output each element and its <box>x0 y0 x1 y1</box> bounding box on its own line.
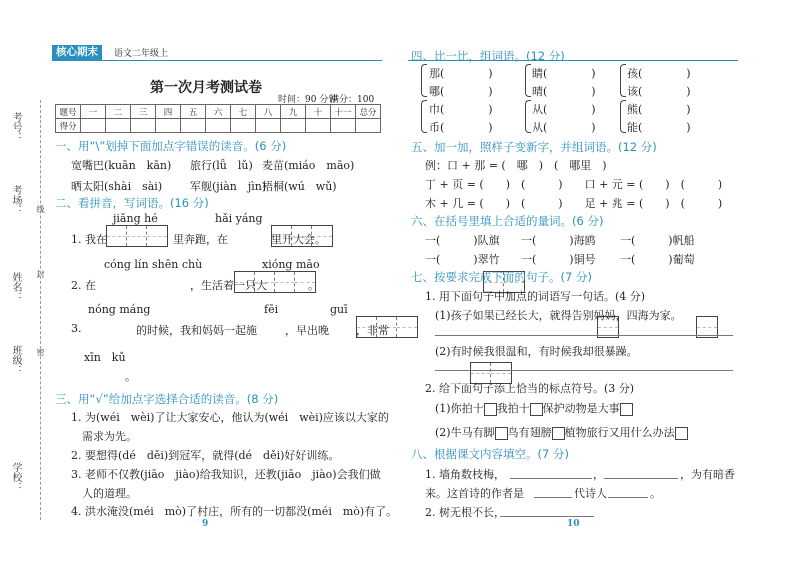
q3-text: 3. <box>71 322 82 335</box>
s4-item[interactable]: 该( ) <box>627 85 691 98</box>
s7-q2a-part: 我拍十 <box>496 402 530 415</box>
score-cell: 得分 <box>56 119 81 133</box>
s1-item[interactable]: 旅行(lǚ lǔ) <box>190 159 253 172</box>
pinyin-label: hǎi yáng <box>215 212 263 225</box>
s3-line[interactable]: 1. 为(wéi wèi)了让大家安心，他认为(wéi wèi)应该以大家的 <box>71 411 389 424</box>
s8-line: 。 <box>650 487 661 500</box>
answer-grid[interactable] <box>106 225 168 247</box>
s4-item[interactable]: 那( ) <box>429 67 493 80</box>
s1-item[interactable]: 晒太阳(shài sài) <box>71 180 163 193</box>
bracket-group <box>620 64 626 97</box>
s3-line: 需求为先。 <box>82 430 137 443</box>
q2-text: ，生活着一只大 <box>190 279 267 292</box>
s8-line: 1. 墙角数枝梅， <box>425 468 505 481</box>
s4-item[interactable]: 币( ) <box>429 121 493 134</box>
s7-q2a <box>435 400 633 416</box>
score-cell: 十 <box>306 105 331 119</box>
full-score: 满分：100 <box>330 95 375 105</box>
score-cell: 九 <box>281 105 306 119</box>
score-cell: 总分 <box>356 105 381 119</box>
q3-text: ，非常 <box>356 324 389 337</box>
s4-item[interactable]: 晴( ) <box>532 85 596 98</box>
s7-q2: 2. 给下面句子添上恰当的标点符号。(3 分) <box>425 382 635 395</box>
section-5-title: 五、加一加，照样子变新字，并组词语。(12 分) <box>411 140 657 154</box>
section-4-title: 四、比一比，组词语。(12 分) <box>411 49 565 63</box>
bracket-group <box>421 64 427 97</box>
score-input[interactable] <box>181 119 206 133</box>
s8-line: ， <box>593 468 604 481</box>
section-7-title: 七、按要求完成下面的句子。(7 分) <box>411 270 592 284</box>
score-input[interactable] <box>281 119 306 133</box>
score-cell: 三 <box>131 105 156 119</box>
s3-line: 人的道理。 <box>82 487 137 500</box>
s3-line[interactable]: 3. 老师不仅教(jiāo jiào)给我知识，还教(jiāo jiào)会我们做 <box>71 468 381 481</box>
answer-line[interactable] <box>534 497 572 498</box>
bracket-group <box>421 100 427 133</box>
punct-box[interactable] <box>530 403 543 416</box>
answer-line[interactable] <box>510 478 592 479</box>
score-cell: 二 <box>106 105 131 119</box>
page-number-right: 10 <box>567 519 580 529</box>
s6-item[interactable]: 一( )帆船 <box>620 234 695 247</box>
score-input[interactable] <box>306 119 331 133</box>
score-input[interactable] <box>256 119 281 133</box>
q4-text: 。 <box>125 370 136 383</box>
s7-q2b <box>435 424 688 440</box>
s6-item[interactable]: 一( )海鸥 <box>521 234 596 247</box>
s5-line[interactable]: 木 + 几 = ( ) ( ) 足 + 兆 = ( ) ( ) <box>425 197 723 210</box>
pinyin-label: xióng māo <box>262 258 320 271</box>
s3-line[interactable]: 2. 要想得(dé děi)到冠军，就得(dé děi)好好训练。 <box>71 449 340 462</box>
margin-seal-line: 线 <box>36 205 45 213</box>
score-value-row <box>56 119 381 133</box>
score-input[interactable] <box>106 119 131 133</box>
score-input[interactable] <box>156 119 181 133</box>
section-8-title: 八、根据课文内容填空。(7 分) <box>411 447 569 461</box>
punct-box[interactable] <box>552 427 565 440</box>
grade-label: 语文二年级上 <box>114 49 169 59</box>
score-cell: 题号 <box>56 105 81 119</box>
margin-exam-room: 考场： <box>10 185 21 215</box>
s7-q1: 1. 用下面句子中加点的词语写一句话。(4 分) <box>425 290 646 303</box>
score-cell: 五 <box>181 105 206 119</box>
header-rule <box>52 60 382 61</box>
header-banner <box>52 45 382 61</box>
answer-line[interactable] <box>435 370 733 371</box>
score-cell: 四 <box>156 105 181 119</box>
s5-example: 例：口 + 那 = ( 哪 ) ( 哪里 ) <box>425 159 607 172</box>
s1-item[interactable]: 麦苗(miáo māo) <box>262 159 355 172</box>
q2-text: 。 <box>308 279 319 292</box>
pinyin-label: guī <box>330 303 348 316</box>
score-input[interactable] <box>231 119 256 133</box>
margin-seal-mi: 密 <box>36 348 45 356</box>
bracket-group <box>525 100 531 133</box>
s4-item[interactable]: 哪( ) <box>429 85 493 98</box>
score-cell: 八 <box>256 105 281 119</box>
score-cell: 一 <box>81 105 106 119</box>
s6-item[interactable]: 一( )翠竹 <box>425 253 500 266</box>
s7-q2b-part: (2)牛马有脚 <box>435 426 495 439</box>
s8-line: 2. 树无根不长， <box>425 506 505 519</box>
bracket-group <box>525 64 531 97</box>
section-2-title: 二、看拼音，写词语。(16 分) <box>55 196 209 210</box>
s4-item[interactable]: 能( ) <box>627 121 691 134</box>
pinyin-label: jiǎng hé <box>113 212 158 225</box>
pinyin-label: nóng máng <box>88 303 151 316</box>
section-3-title: 三、用“√”给加点字选择合适的读音。(8 分) <box>55 392 279 406</box>
pinyin-label: fēi <box>264 303 279 316</box>
s7-q2a-part: 保护动物是大事 <box>542 402 620 415</box>
punct-box[interactable] <box>495 427 508 440</box>
score-cell: 七 <box>231 105 256 119</box>
answer-line[interactable] <box>500 516 594 517</box>
answer-line[interactable] <box>604 478 678 479</box>
s7-q2b-part: 鸟有翅膀 <box>507 426 552 439</box>
pinyin-label: xīn kǔ <box>84 351 126 364</box>
s4-item[interactable]: 从( ) <box>532 121 596 134</box>
punct-box[interactable] <box>484 403 497 416</box>
s1-item[interactable]: 军舰(jiàn jìn) <box>190 180 267 193</box>
s6-item[interactable]: 一( )队旗 <box>425 234 500 247</box>
s6-item[interactable]: 一( )铜号 <box>521 253 596 266</box>
score-input[interactable] <box>331 119 356 133</box>
margin-class: 班级： <box>10 345 21 375</box>
punct-box[interactable] <box>620 403 633 416</box>
q1-text: 1. 我在 <box>71 233 107 246</box>
score-header-row <box>56 105 381 119</box>
score-input[interactable] <box>356 119 381 133</box>
s7-q1b: (2)有时候我很温和，有时候我却很暴躁。 <box>435 345 638 358</box>
s7-q2a-part: (1)你拍十 <box>435 402 484 415</box>
s8-line: ，为有暗香 <box>680 468 735 481</box>
margin-school: 学校： <box>10 462 21 492</box>
q1-text: 里奔跑，在 <box>173 233 228 246</box>
page-number-left: 9 <box>202 519 209 529</box>
answer-line[interactable] <box>435 335 733 336</box>
s3-line[interactable]: 4. 洪水淹没(méi mò)了村庄，所有的一切都没(méi mò)有了。 <box>71 505 398 518</box>
s8-line: 代诗人 <box>574 487 607 500</box>
s7-q1a: (1)孩子如果已经长大，就得告别妈妈，四海为家。 <box>435 309 682 322</box>
margin-name: 姓名： <box>10 272 21 302</box>
s1-item[interactable]: 梧桐(wú wǔ) <box>262 180 337 193</box>
pinyin-label: cóng lín shēn chù <box>104 258 203 271</box>
q3-text: ，早出晚 <box>285 324 329 337</box>
score-cell: 十一 <box>331 105 356 119</box>
s8-line: 来。这首诗的作者是 <box>425 487 524 500</box>
s7-q2b-part: 植物旅行又用什么办法 <box>564 426 675 439</box>
s4-item[interactable]: 孩( ) <box>627 67 691 80</box>
s5-line[interactable]: 丁 + 页 = ( ) ( ) 口 + 元 = ( ) ( ) <box>425 178 723 191</box>
q1-text: 里开大会。 <box>271 233 326 246</box>
seal-dashed-line <box>40 100 41 520</box>
q3-text: 的时候，我和妈妈一起施 <box>136 324 257 337</box>
margin-seal-feng: 封 <box>36 270 45 278</box>
s1-item[interactable]: 宽嘴巴(kuān kān) <box>71 159 172 172</box>
score-input[interactable] <box>206 119 231 133</box>
answer-line[interactable] <box>608 497 648 498</box>
score-input[interactable] <box>131 119 156 133</box>
margin-exam-number: 考号： <box>10 112 21 142</box>
score-table <box>55 104 381 133</box>
bracket-group <box>620 100 626 133</box>
q2-text: 2. 在 <box>71 279 96 292</box>
brand-logo: 核心期末 <box>52 45 102 60</box>
score-input[interactable] <box>81 119 106 133</box>
punct-box[interactable] <box>675 427 688 440</box>
page-title: 第一次月考测试卷 <box>150 80 262 96</box>
score-cell: 六 <box>206 105 231 119</box>
s4-item[interactable]: 巾( ) <box>429 103 493 116</box>
s6-item[interactable]: 一( )葡萄 <box>620 253 695 266</box>
s4-item[interactable]: 从( ) <box>532 103 596 116</box>
s4-item[interactable]: 熊( ) <box>627 103 691 116</box>
section-6-title: 六、在括号里填上合适的量词。(6 分) <box>411 214 604 228</box>
time-limit: 时间：90 分钟 <box>278 95 338 105</box>
s4-item[interactable]: 睛( ) <box>532 67 596 80</box>
section-1-title: 一、用“\”划掉下面加点字错误的读音。(6 分) <box>55 139 287 153</box>
